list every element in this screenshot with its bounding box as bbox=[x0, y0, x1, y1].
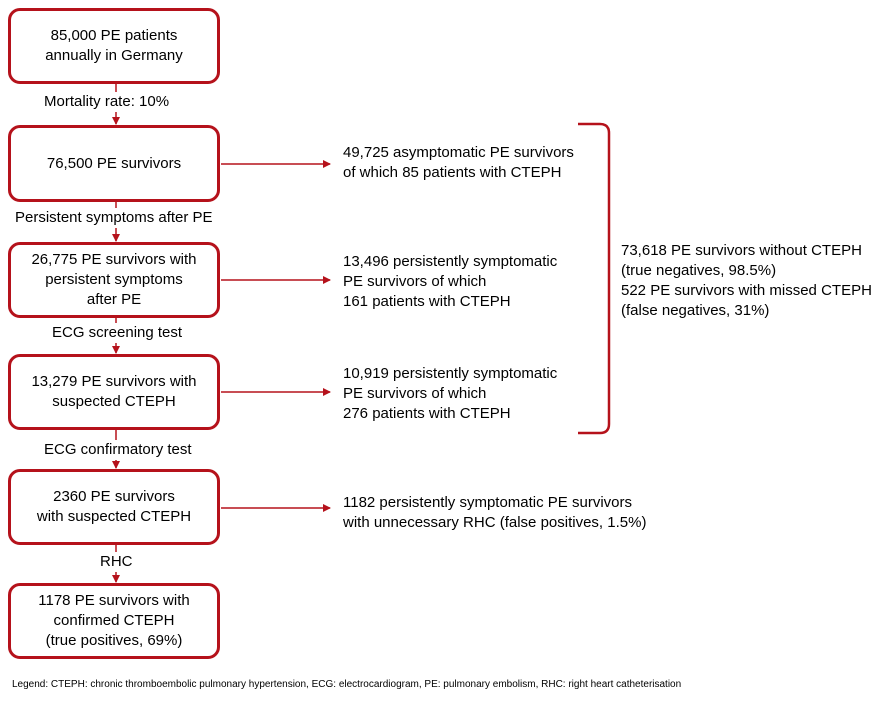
box-suspected-cteph-screening: 13,279 PE survivors with suspected CTEPH bbox=[8, 354, 220, 430]
step-label-ecg-screening: ECG screening test bbox=[52, 324, 183, 341]
box-persistent-symptoms: 26,775 PE survivors with persistent symptoms after PE bbox=[8, 242, 220, 318]
side-note-false-positives: 1182 persistently symptomatic PE survivors with unnecessary RHC (false positives, 1.5%) bbox=[343, 494, 647, 531]
box-pe-patients: 85,000 PE patients annually in Germany bbox=[8, 8, 220, 84]
bracket-summary: 73,618 PE survivors without CTEPH (true negatives, 98.5%) 522 PE survivors with missed CTEPH (false negatives, 31%) bbox=[621, 242, 872, 319]
side-note-asymptomatic: 49,725 asymptomatic PE survivors of which 85 patients with CTEPH bbox=[343, 144, 574, 181]
box-confirmed-cteph: 1178 PE survivors with confirmed CTEPH (true positives, 69%) bbox=[8, 583, 220, 659]
side-note-symptomatic-2: 10,919 persistently symptomatic PE survivors of which 276 patients with CTEPH bbox=[343, 365, 558, 422]
step-label-persistent-symptoms: Persistent symptoms after PE bbox=[15, 209, 213, 226]
box-pe-survivors: 76,500 PE survivors bbox=[8, 125, 220, 202]
step-label-ecg-confirmatory: ECG confirmatory test bbox=[44, 441, 192, 458]
step-label-rhc: RHC bbox=[100, 553, 133, 570]
step-label-mortality: Mortality rate: 10% bbox=[44, 93, 170, 110]
box-suspected-cteph-confirmatory: 2360 PE survivors with suspected CTEPH bbox=[8, 469, 220, 545]
summary-bracket bbox=[578, 124, 609, 433]
legend: Legend: CTEPH: chronic thromboembolic pulmonary hypertension, ECG: electrocardiogram, PE: pulmonary embolism, RHC: right heart catheterisation bbox=[12, 679, 682, 690]
side-note-symptomatic-1: 13,496 persistently symptomatic PE survivors of which 161 patients with CTEPH bbox=[343, 253, 558, 310]
